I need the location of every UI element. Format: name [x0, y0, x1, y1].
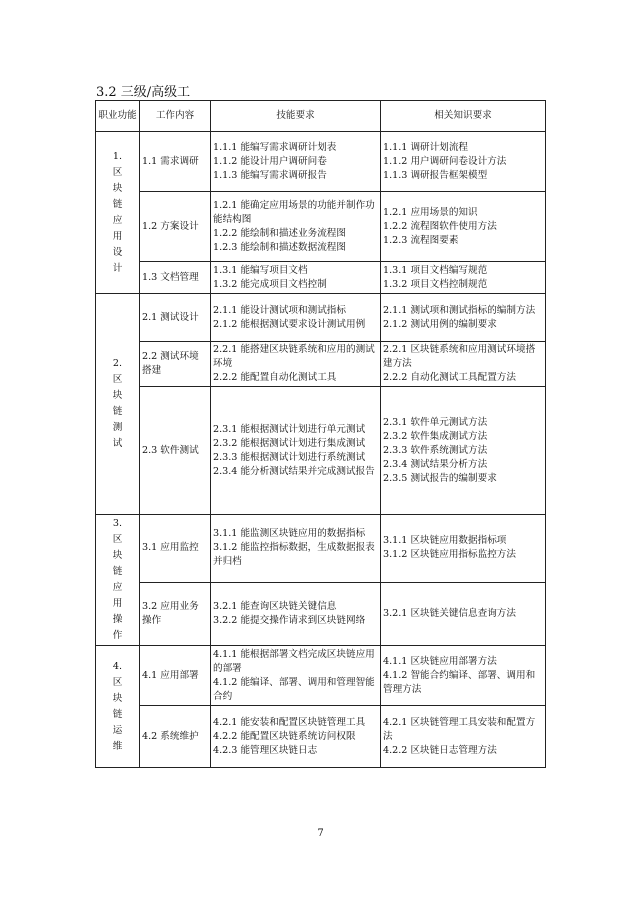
knowledge-cell	[381, 342, 546, 387]
table-row	[96, 262, 546, 294]
table-row	[96, 294, 546, 342]
table-row	[96, 342, 546, 387]
skill-item: 4.2.2 能配置区块链系统访问权限	[213, 730, 356, 742]
knowledge-item: 1.1.2 用户调研问卷设计方法	[383, 155, 507, 167]
work-content-cell: 2.1 测试设计	[140, 294, 211, 342]
skill-item: 2.3.4 能分析测试结果并完成测试报告	[213, 465, 375, 477]
table-row	[96, 582, 546, 645]
table-row	[96, 387, 546, 515]
table-row	[96, 515, 546, 583]
skill-item: 4.2.3 能管理区块链日志	[213, 744, 318, 756]
function-cell	[96, 515, 140, 646]
knowledge-item: 2.3.2 软件集成测试方法	[383, 430, 488, 442]
function-cell	[96, 132, 140, 294]
table-row	[96, 646, 546, 706]
skill-item: 2.2.1 能搭建区块链系统和应用的测试环境	[213, 344, 375, 369]
work-content-cell: 3.1 应用监控	[140, 515, 211, 583]
skill-item: 1.2.3 能绘制和描述数据流程图	[213, 241, 346, 253]
function-char: 区	[112, 676, 123, 688]
function-char: 链	[112, 198, 123, 210]
function-char: 用	[112, 598, 123, 609]
skill-item: 2.3.3 能根据测试计划进行系统测试	[213, 451, 366, 463]
function-char: 作	[112, 630, 123, 641]
knowledge-item: 4.1.1 区块链应用部署方法	[383, 655, 497, 667]
work-content-cell: 2.2 测试环境搭建	[140, 342, 211, 387]
skills-cell	[211, 706, 381, 768]
knowledge-item: 1.1.3 调研报告框架模型	[383, 169, 488, 181]
function-char: 4.	[112, 660, 123, 672]
skill-item: 3.1.1 能监测区块链应用的数据指标	[213, 528, 366, 540]
knowledge-cell	[381, 646, 546, 706]
header-work-content: 工作内容	[140, 101, 211, 132]
skills-cell	[211, 582, 381, 645]
knowledge-item: 2.1.1 测试项和测试指标的编制方法	[383, 304, 536, 316]
skill-item: 2.3.2 能根据测试计划进行集成测试	[213, 437, 366, 449]
function-char: 计	[112, 262, 123, 274]
knowledge-item: 3.2.1 区块链关键信息查询方法	[383, 607, 516, 619]
skill-item: 2.1.1 能设计测试项和测试指标	[213, 304, 346, 316]
function-char: 用	[112, 230, 123, 242]
function-char: 块	[112, 182, 123, 194]
skill-item: 4.1.2 能编译、部署、调用和管理智能合约	[213, 676, 375, 702]
work-content-cell: 4.2 系统维护	[140, 706, 211, 768]
skills-cell	[211, 646, 381, 706]
skills-cell	[211, 262, 381, 294]
header-skill-requirements: 技能要求	[211, 101, 381, 132]
work-content-cell: 3.2 应用业务操作	[140, 582, 211, 645]
knowledge-cell	[381, 262, 546, 294]
function-char: 操	[112, 614, 123, 625]
knowledge-item: 1.2.1 应用场景的知识	[383, 206, 478, 218]
function-cell	[96, 294, 140, 515]
knowledge-item: 1.2.3 流程图要素	[383, 234, 459, 246]
skills-cell	[211, 132, 381, 192]
skills-cell	[211, 342, 381, 387]
table-header	[96, 101, 546, 132]
table-row	[96, 192, 546, 262]
table-body	[96, 132, 546, 768]
skills-cell	[211, 192, 381, 262]
knowledge-item: 2.3.3 软件系统测试方法	[383, 444, 488, 456]
knowledge-item: 2.3.5 测试报告的编制要求	[383, 472, 497, 484]
skill-item: 1.1.3 能编写需求调研报告	[213, 169, 327, 181]
knowledge-cell	[381, 192, 546, 262]
skill-item: 1.3.2 能完成项目文档控制	[213, 278, 327, 290]
knowledge-item: 1.1.1 调研计划流程	[383, 141, 469, 153]
skill-item: 4.1.1 能根据部署文档完成区块链应用的部署	[213, 648, 375, 674]
knowledge-item: 2.1.2 测试用例的编制要求	[383, 318, 497, 330]
knowledge-cell	[381, 582, 546, 645]
knowledge-cell	[381, 132, 546, 192]
knowledge-item: 3.1.1 区块链应用数据指标项	[383, 535, 507, 547]
work-content-cell: 1.3 文档管理	[140, 262, 211, 294]
knowledge-item: 2.3.1 软件单元测试方法	[383, 416, 488, 428]
work-content-cell: 1.2 方案设计	[140, 192, 211, 262]
work-content-cell: 1.1 需求调研	[140, 132, 211, 192]
function-char: 3.	[112, 518, 123, 529]
function-char: 应	[112, 214, 123, 226]
knowledge-item: 1.3.1 项目文档编写规范	[383, 264, 488, 276]
function-char: 运	[112, 724, 123, 736]
function-char: 测	[112, 422, 123, 433]
function-char: 链	[112, 708, 123, 720]
function-char: 设	[112, 246, 123, 258]
knowledge-item: 4.2.2 区块链日志管理方法	[383, 744, 497, 756]
work-content-cell: 4.1 应用部署	[140, 646, 211, 706]
function-char: 维	[112, 740, 123, 752]
work-content-cell: 2.3 软件测试	[140, 387, 211, 515]
skills-cell	[211, 387, 381, 515]
skill-item: 3.2.1 能查询区块链关键信息	[213, 600, 337, 612]
function-char: 区	[112, 166, 123, 178]
table-row	[96, 706, 546, 768]
knowledge-item: 2.3.4 测试结果分析方法	[383, 458, 488, 470]
table-row	[96, 132, 546, 192]
function-char: 块	[112, 550, 123, 561]
skill-item: 2.3.1 能根据测试计划进行单元测试	[213, 423, 366, 435]
knowledge-item: 4.1.2 智能合约编译、部署、调用和管理方法	[383, 669, 536, 695]
knowledge-cell	[381, 706, 546, 768]
knowledge-item: 2.2.1 区块链系统和应用测试环境搭建方法	[383, 344, 536, 369]
function-char: 链	[112, 566, 123, 577]
skill-item: 4.2.1 能安装和配置区块链管理工具	[213, 716, 366, 728]
knowledge-item: 4.2.1 区块链管理工具安装和配置方法	[383, 716, 536, 742]
function-char: 2.	[112, 358, 123, 369]
knowledge-item: 1.2.2 流程图软件使用方法	[383, 220, 497, 232]
skill-item: 1.2.1 能确定应用场景的功能并制作功能结构图	[213, 199, 375, 225]
function-cell	[96, 646, 140, 768]
header-function: 职业功能	[96, 101, 140, 132]
knowledge-item: 3.1.2 区块链应用指标监控方法	[383, 549, 516, 561]
section-heading: 3.2 三级/高级工	[96, 85, 191, 100]
function-char: 块	[112, 692, 123, 704]
skill-item: 2.1.2 能根据测试要求设计测试用例	[213, 318, 366, 330]
skills-cell	[211, 515, 381, 583]
knowledge-item: 1.3.2 项目文档控制规范	[383, 278, 488, 290]
function-char: 试	[112, 438, 123, 449]
page-number: 7	[317, 828, 324, 839]
skills-cell	[211, 294, 381, 342]
skill-item: 2.2.2 能配置自动化测试工具	[213, 372, 337, 383]
function-char: 链	[112, 406, 123, 417]
knowledge-cell	[381, 387, 546, 515]
function-char: 应	[112, 582, 123, 593]
knowledge-cell	[381, 294, 546, 342]
skill-item: 1.1.1 能编写需求调研计划表	[213, 141, 337, 153]
skills-table	[95, 100, 546, 768]
skill-item: 1.3.1 能编写项目文档	[213, 264, 308, 276]
skill-item: 1.1.2 能设计用户调研问卷	[213, 155, 327, 167]
skill-item: 3.2.2 能提交操作请求到区块链网络	[213, 614, 366, 626]
function-char: 块	[112, 390, 123, 401]
function-char: 区	[112, 374, 123, 385]
knowledge-item: 2.2.2 自动化测试工具配置方法	[383, 372, 516, 383]
header-knowledge-requirements: 相关知识要求	[381, 101, 546, 132]
knowledge-cell	[381, 515, 546, 583]
function-char: 区	[112, 534, 123, 545]
skill-item: 1.2.2 能绘制和描述业务流程图	[213, 227, 346, 239]
skill-item: 3.1.2 能监控指标数据，生成数据报表并归档	[213, 542, 375, 568]
function-char: 1.	[112, 150, 123, 162]
